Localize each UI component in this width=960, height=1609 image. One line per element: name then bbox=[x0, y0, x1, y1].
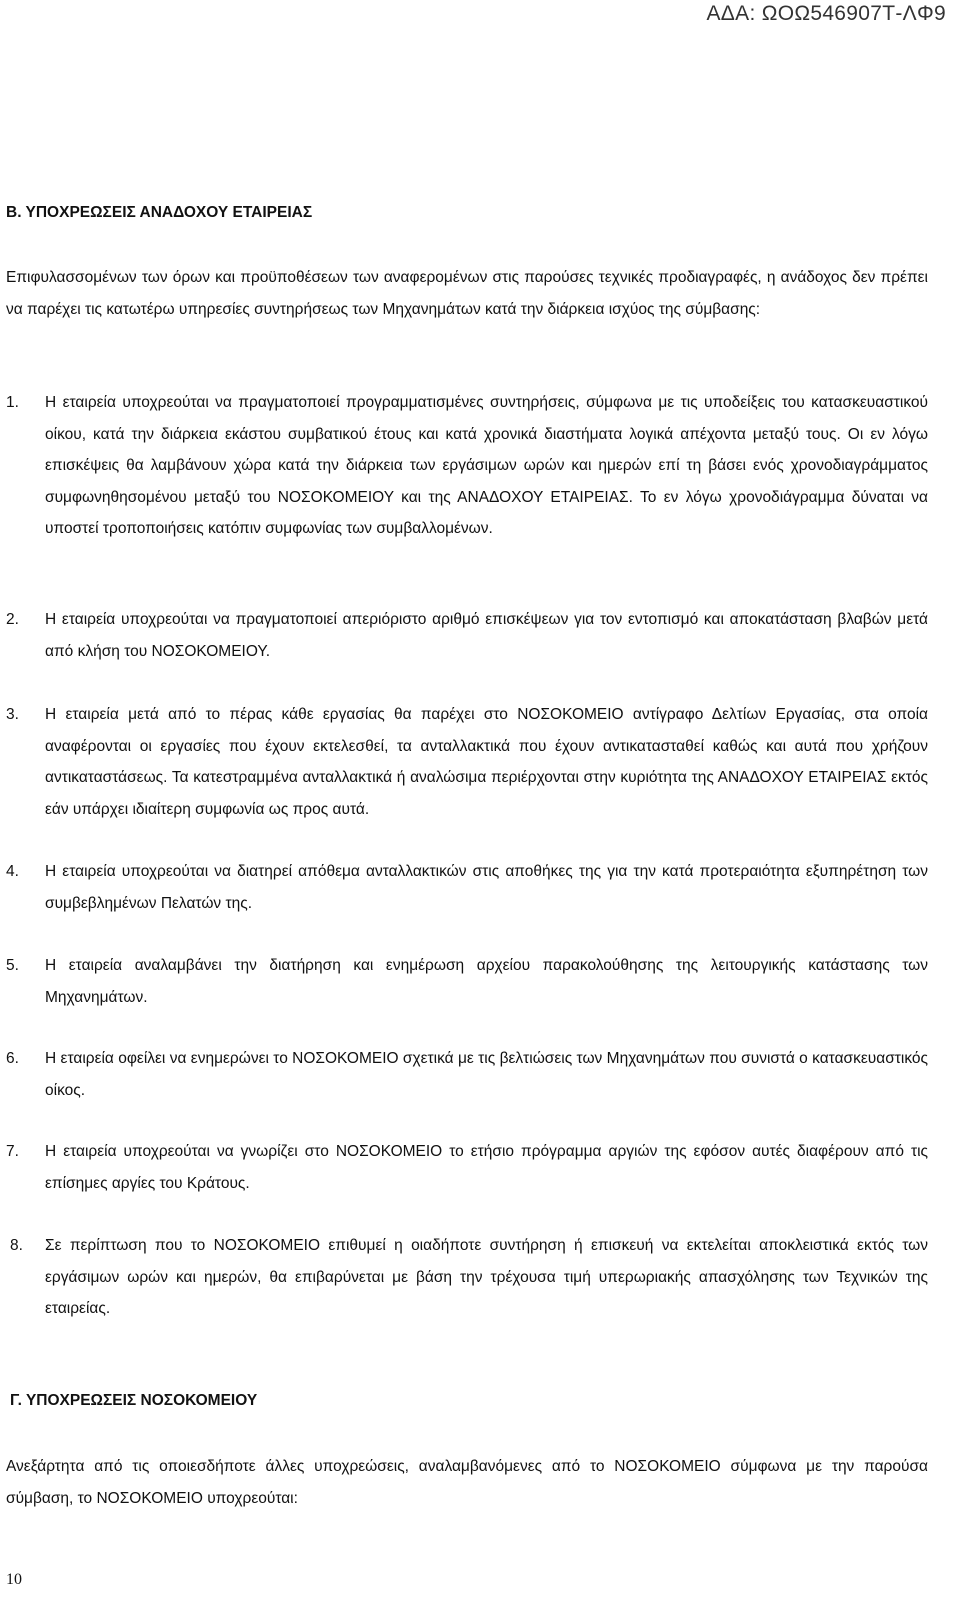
item-text: Η εταιρεία υποχρεούται να πραγματοποιεί προγραμματισμένες συντηρήσεις, σύμφωνα με τις υποδείξεις του κατασκευαστικού οίκου, κατά την διάρκεια εκάστου συμβατικού έτους και κατά χρονικά διαστήματα λογικά απέχοντα μεταξύ τους. Οι εν λόγω επισκέψεις θα λαμβάνουν χώρα κατά την διάρκεια των εργάσιμων ωρών και ημερών επί τη βάσει ενός χρονοδιαγράμματος συμφωνηθησομένου μεταξύ του ΝΟΣΟΚΟΜΕΙΟΥ και της ΑΝΑΔΟΧΟΥ ΕΤΑΙΡΕΙΑΣ. Το εν λόγω χρονοδιάγραμμα δύναται να υποστεί τροποποιήσεις κατόπιν συμφωνίας των συμβαλλομένων. bbox=[45, 394, 928, 537]
item-text: Η εταιρεία οφείλει να ενημερώνει το ΝΟΣΟΚΟΜΕΙΟ σχετικά με τις βελτιώσεις των Μηχανημάτων που συνιστά ο κατασκευαστικός οίκος. bbox=[45, 1050, 928, 1099]
section-c-title: Γ. ΥΠΟΧΡΕΩΣΕΙΣ ΝΟΣΟΚΟΜΕΙΟΥ bbox=[10, 1392, 258, 1409]
item-number: 6. bbox=[6, 1050, 19, 1067]
section-c-intro: Ανεξάρτητα από τις οποιεσδήποτε άλλες υποχρεώσεις, αναλαμβανόμενες από το ΝΟΣΟΚΟΜΕΙΟ σύμφωνα με την παρούσα σύμβαση, το ΝΟΣΟΚΟΜΕΙΟ υποχρεούται: bbox=[6, 1458, 928, 1507]
item-number: 8. bbox=[10, 1237, 23, 1254]
item-text: Σε περίπτωση που το ΝΟΣΟΚΟΜΕΙΟ επιθυμεί η οιαδήποτε συντήρηση ή επισκευή να εκτελείται αποκλειστικά εκτός των εργάσιμων ωρών και ημερών, θα επιβαρύνεται με βάση την τρέχουσα τιμή υπερωριακής απασχόλησης των Τεχνικών της εταιρείας. bbox=[45, 1237, 928, 1317]
section-b-intro: Επιφυλασσομένων των όρων και προϋποθέσεων των αναφερομένων στις παρούσες τεχνικές προδιαγραφές, η ανάδοχος δεν πρέπει να παρέχει τις κατωτέρω υπηρεσίες συντηρήσεως των Μηχανημάτων κατά την διάρκεια ισχύος της σύμβασης: bbox=[6, 269, 928, 318]
item-number: 7. bbox=[6, 1143, 19, 1160]
item-number: 5. bbox=[6, 957, 19, 974]
item-text: Η εταιρεία αναλαμβάνει την διατήρηση και ενημέρωση αρχείου παρακολούθησης της λειτουργικής κατάστασης των Μηχανημάτων. bbox=[45, 957, 928, 1006]
page-number: 10 bbox=[6, 1571, 22, 1588]
item-text: Η εταιρεία υποχρεούται να διατηρεί απόθεμα ανταλλακτικών στις αποθήκες της για την κατά προτεραιότητα εξυπηρέτηση των συμβεβλημένων Πελατών της. bbox=[45, 863, 928, 912]
item-text: Η εταιρεία υποχρεούται να γνωρίζει στο ΝΟΣΟΚΟΜΕΙΟ το ετήσιο πρόγραμμα αργιών της εφόσον αυτές διαφέρουν από τις επίσημες αργίες του Κράτους. bbox=[45, 1143, 928, 1192]
item-number: 4. bbox=[6, 863, 19, 880]
ada-code: ΑΔΑ: ΩΟΩ546907Τ-ΛΦ9 bbox=[706, 2, 946, 25]
item-number: 3. bbox=[6, 706, 19, 723]
item-text: Η εταιρεία μετά από το πέρας κάθε εργασίας θα παρέχει στο ΝΟΣΟΚΟΜΕΙΟ αντίγραφο Δελτίων Εργασίας, στα οποία αναφέρονται οι εργασίες που έχουν εκτελεσθεί, τα ανταλλακτικά που έχουν αντικατασταθεί καθώς και αυτά που χρήζουν αντικαταστάσεως. Τα κατεστραμμένα ανταλλακτικά ή αναλώσιμα περιέρχονται στην κυριότητα της ΑΝΑΔΟΧΟΥ ΕΤΑΙΡΕΙΑΣ εκτός εάν υπάρχει ιδιαίτερη συμφωνία ως προς αυτά. bbox=[45, 706, 928, 818]
item-number: 1. bbox=[6, 394, 19, 411]
item-text: Η εταιρεία υποχρεούται να πραγματοποιεί απεριόριστο αριθμό επισκέψεων για τον εντοπισμό και αποκατάσταση βλαβών μετά από κλήση του ΝΟΣΟΚΟΜΕΙΟΥ. bbox=[45, 611, 928, 660]
section-b-title: Β. ΥΠΟΧΡΕΩΣΕΙΣ ΑΝΑΔΟΧΟΥ ΕΤΑΙΡΕΙΑΣ bbox=[6, 204, 313, 221]
item-number: 2. bbox=[6, 611, 19, 628]
